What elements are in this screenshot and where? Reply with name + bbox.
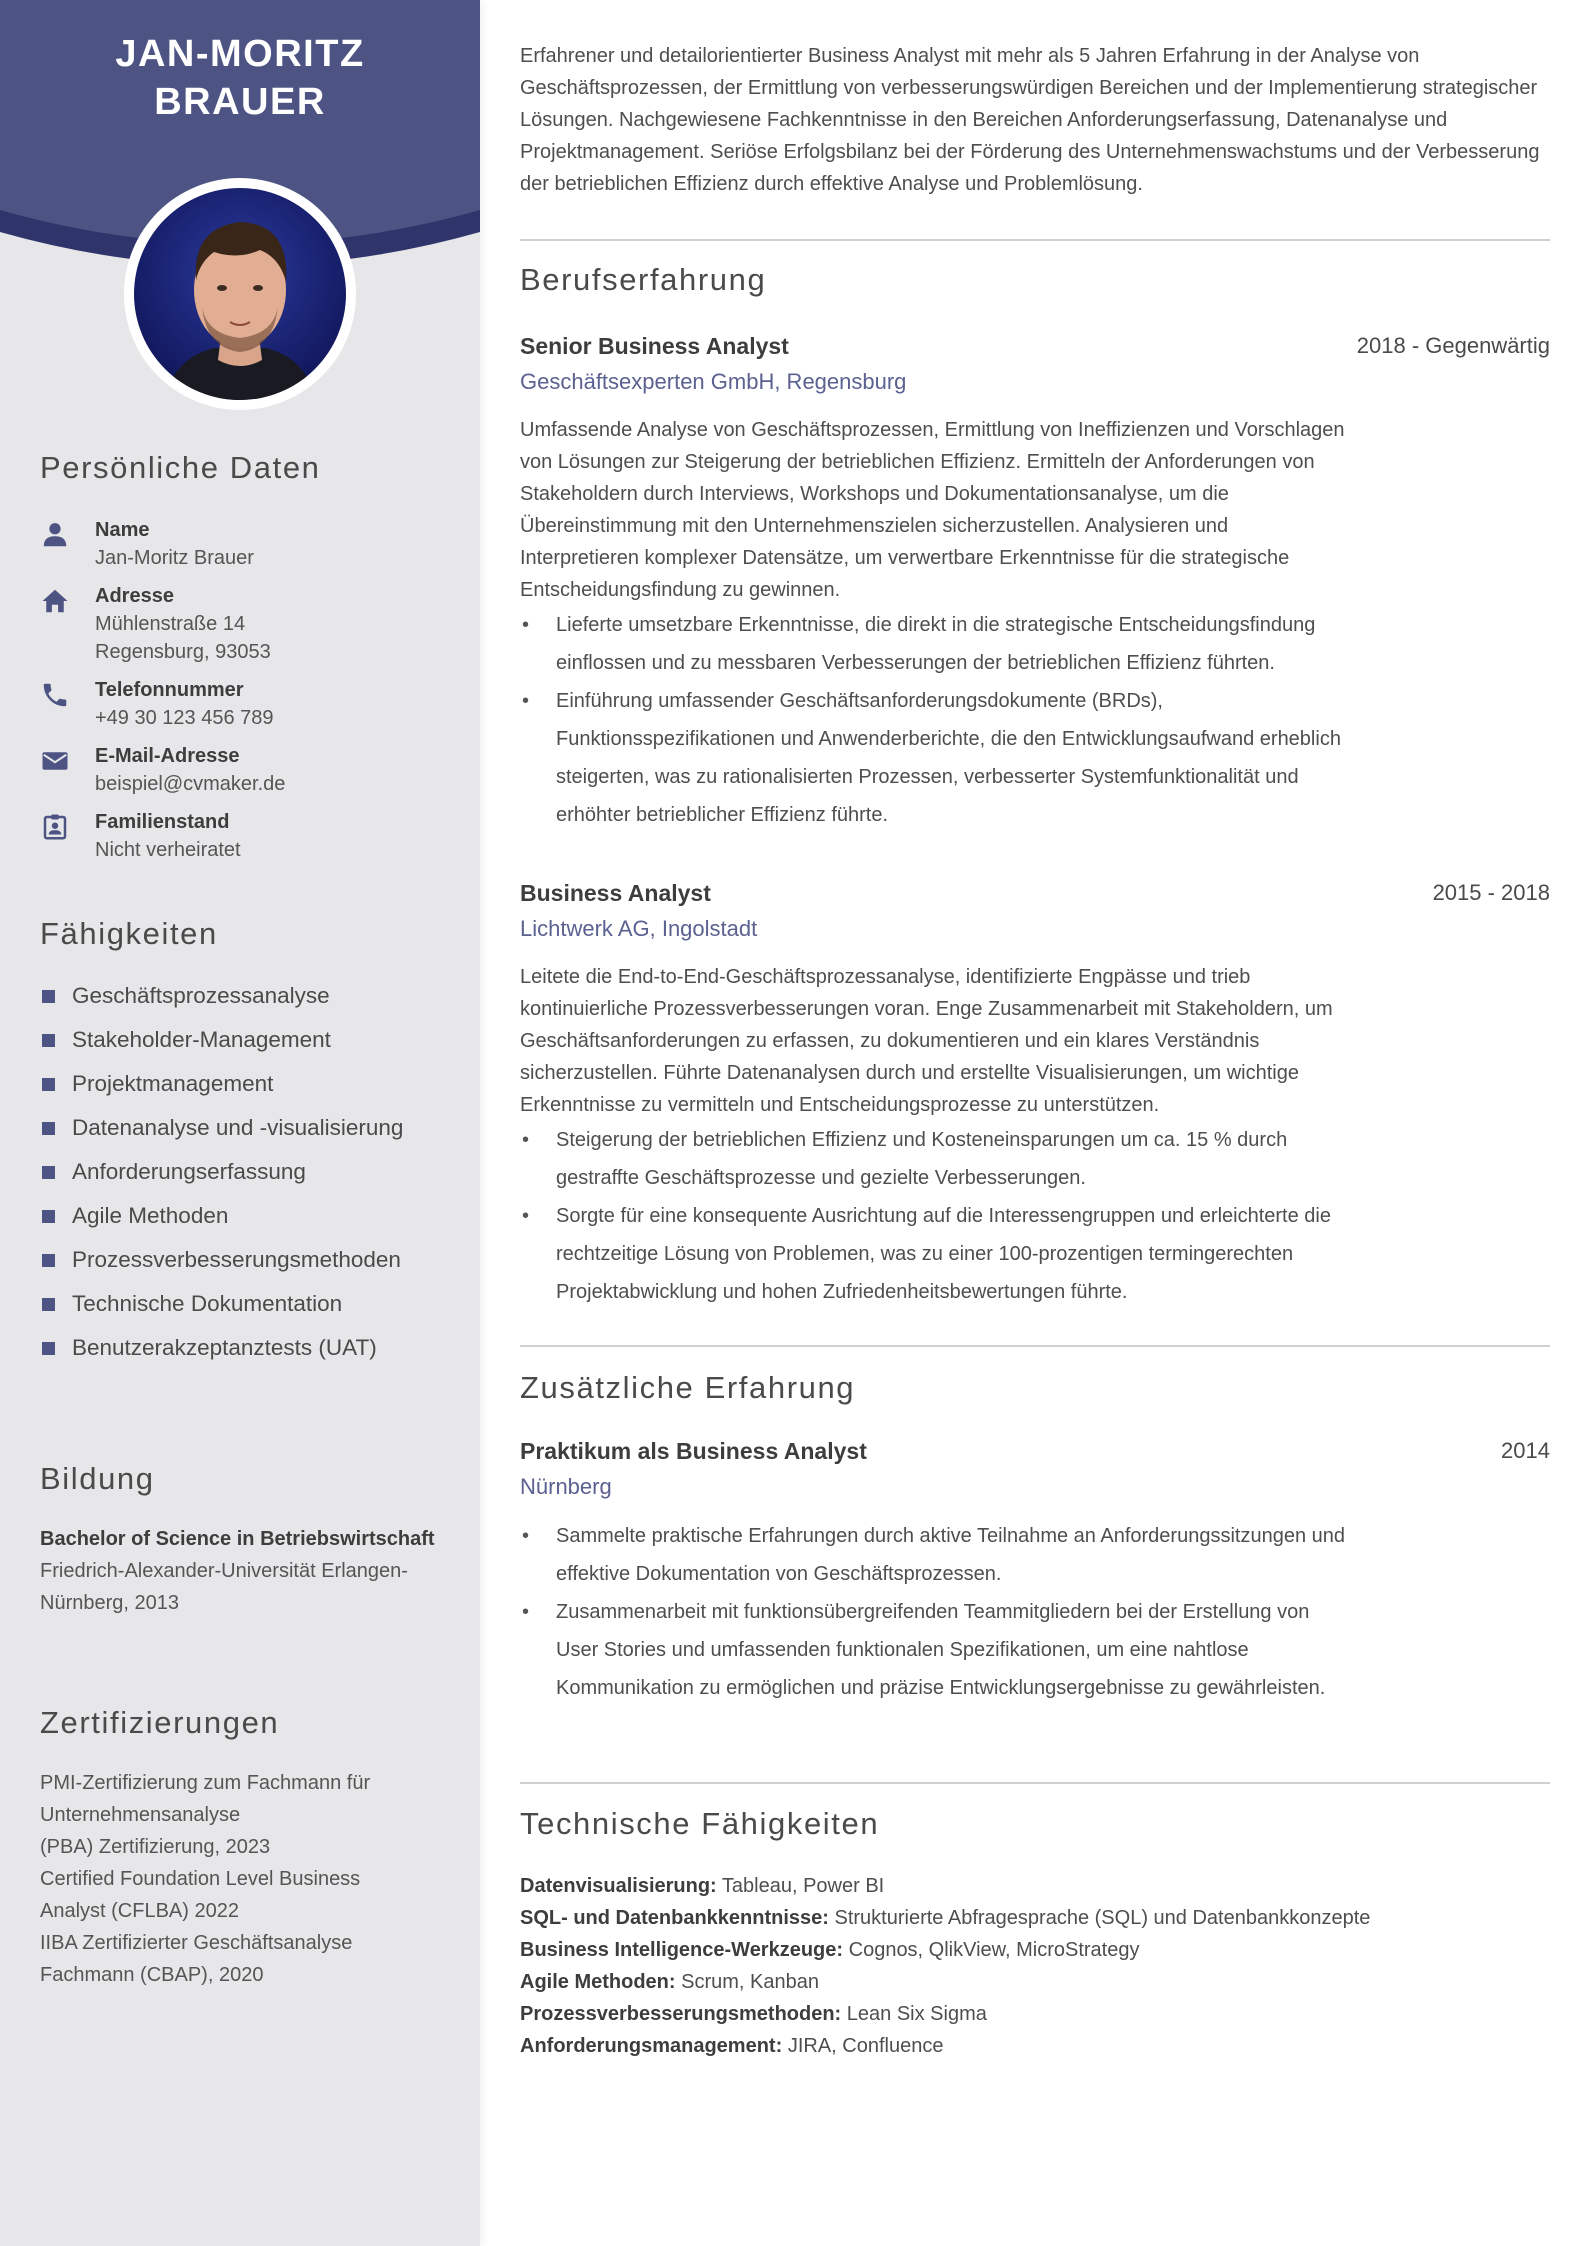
- bullet-item: • Zusammenarbeit mit funktionsübergreifenden Teammitgliedern bei der Erstellung von User Stories und umfassenden funktionalen Spezifikationen, um eine nahtlose Kommunikation zu ermöglichen und präzise Entwicklungsergebnisse zu gewährleisten.: [520, 1593, 1350, 1707]
- personal-label: E-Mail-Adresse: [95, 745, 240, 767]
- profile-summary: Erfahrener und detailorientierter Business Analyst mit mehr als 5 Jahren Erfahrung in der Analyse von Geschäftsprozessen, der Ermittlung von verbesserungswürdigen Bereichen und der Implementierung strategischer Lösungen. Nachgewiesene Fachkenntnisse in den Bereichen Anforderungserfassung, Datenanalyse und Projektmanagement. Seriöse Erfolgsbilanz bei der Förderung des Unternehmenswachstums und der Verbesserung der betrieblichen Effizienz durch effektive Analyse und Problemlösung.: [520, 45, 1540, 195]
- id-badge-icon: [40, 812, 70, 842]
- square-bullet-icon: [42, 1078, 55, 1091]
- skill-label: Benutzerakzeptanztests (UAT): [72, 1335, 377, 1360]
- tech-row: [520, 2030, 1370, 2062]
- tech-row: [520, 1870, 1370, 1902]
- job-title: Praktikum als Business Analyst: [520, 1438, 867, 1464]
- tech-label: Business Intelligence-Werkzeuge:: [520, 1939, 844, 1961]
- skill-label: Geschäftsprozessanalyse: [72, 983, 330, 1008]
- cert-line: (PBA) Zertifizierung, 2023: [40, 1836, 271, 1858]
- tech-label: Anforderungsmanagement:: [520, 2035, 783, 2057]
- personal-value: Jan-Moritz Brauer: [95, 547, 254, 569]
- personal-value: beispiel@cvmaker.de: [95, 773, 286, 795]
- personal-value: Nicht verheiratet: [95, 839, 241, 861]
- personal-item-phone: [40, 676, 450, 732]
- skill-label: Datenanalyse und -visualisierung: [72, 1115, 404, 1140]
- tech-value: Tableau, Power BI: [721, 1875, 885, 1897]
- education-entry: [40, 1523, 450, 1619]
- skill-label: Technische Dokumentation: [72, 1291, 343, 1316]
- personal-value: Mühlenstraße 14: [95, 613, 246, 635]
- skill-item: [40, 1282, 450, 1326]
- square-bullet-icon: [42, 1034, 55, 1047]
- personal-item-address: [40, 582, 450, 666]
- certifications-section: [40, 1705, 450, 1991]
- skill-item: [40, 1018, 450, 1062]
- section-divider: [520, 1345, 1550, 1347]
- home-icon: [40, 586, 70, 616]
- section-divider: [520, 1782, 1550, 1784]
- cert-line: PMI-Zertifizierung zum Fachmann für: [40, 1772, 371, 1794]
- personal-item-email: [40, 742, 450, 798]
- tech-row: [520, 1966, 1370, 1998]
- job-entry: [520, 877, 1550, 1311]
- skills-heading: Fähigkeiten: [40, 916, 218, 951]
- cert-line: IIBA Zertifizierter Geschäftsanalyse: [40, 1932, 353, 1954]
- bullet-item: • Sammelte praktische Erfahrungen durch aktive Teilnahme an Anforderungssitzungen und effektive Dokumentation von Geschäftsprozessen.: [520, 1517, 1350, 1593]
- tech-label: SQL- und Datenbankkenntnisse:: [520, 1907, 829, 1929]
- job-bullets: [520, 1517, 1350, 1707]
- phone-icon: [40, 680, 70, 710]
- bullet-item: • Lieferte umsetzbare Erkenntnisse, die direkt in die strategische Entscheidungsfindung einflossen und zu messbaren Verbesserungen der betrieblichen Effizienz führten.: [520, 606, 1350, 682]
- personal-data-heading: Persönliche Daten: [40, 450, 321, 485]
- skill-item: [40, 1238, 450, 1282]
- skill-item: [40, 1106, 450, 1150]
- square-bullet-icon: [42, 1254, 55, 1267]
- job-location: Nürnberg: [520, 1474, 612, 1499]
- skill-item: [40, 1062, 450, 1106]
- mail-icon: [40, 746, 70, 776]
- section-divider: [520, 239, 1550, 241]
- name-line-2: BRAUER: [154, 81, 326, 123]
- job-description: Umfassende Analyse von Geschäftsprozessen, Ermittlung von Ineffizienzen und Vorschlagen von Lösungen zur Steigerung der betrieblichen Effizienz. Ermitteln der Anforderungen von Stakeholdern durch Interviews, Workshops und Dokumentationsanalyse, um die Übereinstimmung mit den Unternehmenszielen sicherzustellen. Analysieren und Interpretieren komplexer Datensätze, um verwertbare Erkenntnisse für die strategische Entscheidungsfindung zu gewinnen.: [520, 419, 1345, 601]
- sidebar: [0, 0, 480, 2246]
- tech-label: Datenvisualisierung:: [520, 1875, 717, 1897]
- name-line-1: JAN-MORITZ: [115, 33, 365, 75]
- square-bullet-icon: [42, 1342, 55, 1355]
- job-company: Geschäftsexperten GmbH, Regensburg: [520, 369, 907, 394]
- job-date: 2014: [1501, 1438, 1550, 1463]
- skill-item: [40, 974, 450, 1018]
- tech-label: Prozessverbesserungsmethoden:: [520, 2003, 842, 2025]
- job-title: Business Analyst: [520, 880, 711, 906]
- cert-line: Fachmann (CBAP), 2020: [40, 1964, 264, 1986]
- personal-value: Regensburg, 93053: [95, 641, 271, 663]
- personal-data-section: [40, 450, 450, 864]
- tech-value: Cognos, QlikView, MicroStrategy: [848, 1939, 1140, 1961]
- bullet-item: • Einführung umfassender Geschäftsanforderungsdokumente (BRDs), Funktionsspezifikationen und Anwenderberichte, die den Entwicklungsaufwand erheblich steigerten, was zu rationalisierten Prozessen, verbesserter Systemfunktionalität und erhöhter betrieblicher Effizienz führte.: [520, 682, 1350, 834]
- square-bullet-icon: [42, 1166, 55, 1179]
- personal-label: Adresse: [95, 585, 174, 607]
- job-bullets: [520, 1121, 1350, 1311]
- job-date: 2018 - Gegenwärtig: [1356, 333, 1550, 358]
- skill-item: [40, 1326, 450, 1370]
- personal-item-marital: [40, 808, 450, 864]
- job-description: Leitete die End-to-End-Geschäftsprozessanalyse, identifizierte Engpässe und trieb kontinuierliche Prozessverbesserungen voran. Enge Zusammenarbeit mit Stakeholdern, um Geschäftsanforderungen zu erfassen, zu dokumentieren und ein klares Verständnis sicherzustellen. Führte Datenanalysen durch und erstellte Visualisierungen, um wichtige Erkenntnisse zu vermitteln und Entscheidungsprozesse zu unterstützen.: [520, 966, 1333, 1116]
- tech-skills-list: [520, 1870, 1370, 2062]
- job-title: Senior Business Analyst: [520, 333, 789, 359]
- profile-photo: [124, 178, 356, 410]
- experience-heading: Berufserfahrung: [520, 262, 767, 297]
- tech-row: [520, 1998, 1370, 2030]
- candidate-name: [0, 30, 480, 126]
- skill-label: Stakeholder-Management: [72, 1027, 331, 1052]
- additional-entry: [520, 1435, 1550, 1707]
- additional-experience-heading: Zusätzliche Erfahrung: [520, 1370, 856, 1405]
- skill-label: Agile Methoden: [72, 1203, 229, 1228]
- personal-value: +49 30 123 456 789: [95, 707, 274, 729]
- square-bullet-icon: [42, 1298, 55, 1311]
- skills-list: [40, 974, 450, 1370]
- skill-item: [40, 1150, 450, 1194]
- skill-label: Projektmanagement: [72, 1071, 274, 1096]
- bullet-item: • Sorgte für eine konsequente Ausrichtung auf die Interessengruppen und erleichterte die rechtzeitige Lösung von Problemen, was zu einer 100-prozentigen termingerechten Projektabwicklung und hohen Zufriedenheitsbewertungen führte.: [520, 1197, 1350, 1311]
- skill-label: Anforderungserfassung: [72, 1159, 306, 1184]
- cert-line: Analyst (CFLBA) 2022: [40, 1900, 239, 1922]
- cert-line: Unternehmensanalyse: [40, 1804, 241, 1826]
- education-school: Nürnberg, 2013: [40, 1592, 179, 1614]
- education-section: [40, 1461, 450, 1619]
- square-bullet-icon: [42, 1210, 55, 1223]
- certifications-heading: Zertifizierungen: [40, 1705, 280, 1740]
- personal-label: Name: [95, 519, 150, 541]
- tech-value: Scrum, Kanban: [681, 1971, 819, 1993]
- tech-value: JIRA, Confluence: [787, 2035, 944, 2057]
- skill-label: Prozessverbesserungsmethoden: [72, 1247, 401, 1272]
- job-bullets: [520, 606, 1350, 834]
- cert-line: Certified Foundation Level Business: [40, 1868, 361, 1890]
- personal-label: Telefonnummer: [95, 679, 244, 701]
- tech-value: Lean Six Sigma: [846, 2003, 987, 2025]
- square-bullet-icon: [42, 1122, 55, 1135]
- square-bullet-icon: [42, 990, 55, 1003]
- person-icon: [40, 520, 70, 550]
- bullet-item: • Steigerung der betrieblichen Effizienz und Kosteneinsparungen um ca. 15 % durch gestraffte Geschäftsprozesse und gezielte Verbesserungen.: [520, 1121, 1350, 1197]
- job-company: Lichtwerk AG, Ingolstadt: [520, 916, 758, 941]
- tech-row: [520, 1934, 1370, 1966]
- skills-section: [40, 916, 450, 1370]
- job-date: 2015 - 2018: [1432, 880, 1550, 905]
- education-heading: Bildung: [40, 1461, 155, 1496]
- tech-row: [520, 1902, 1370, 1934]
- tech-skills-heading: Technische Fähigkeiten: [520, 1806, 880, 1841]
- personal-item-name: [40, 516, 450, 572]
- education-degree: Bachelor of Science in Betriebswirtschaft: [40, 1528, 435, 1550]
- tech-label: Agile Methoden:: [520, 1971, 676, 1993]
- job-entry: [520, 330, 1550, 834]
- personal-label: Familienstand: [95, 811, 230, 833]
- certifications-list: [40, 1767, 450, 1991]
- tech-value: Strukturierte Abfragesprache (SQL) und Datenbankkonzepte: [834, 1907, 1371, 1929]
- skill-item: [40, 1194, 450, 1238]
- portrait-image: [134, 188, 346, 400]
- education-school: Friedrich-Alexander-Universität Erlangen-: [40, 1560, 408, 1582]
